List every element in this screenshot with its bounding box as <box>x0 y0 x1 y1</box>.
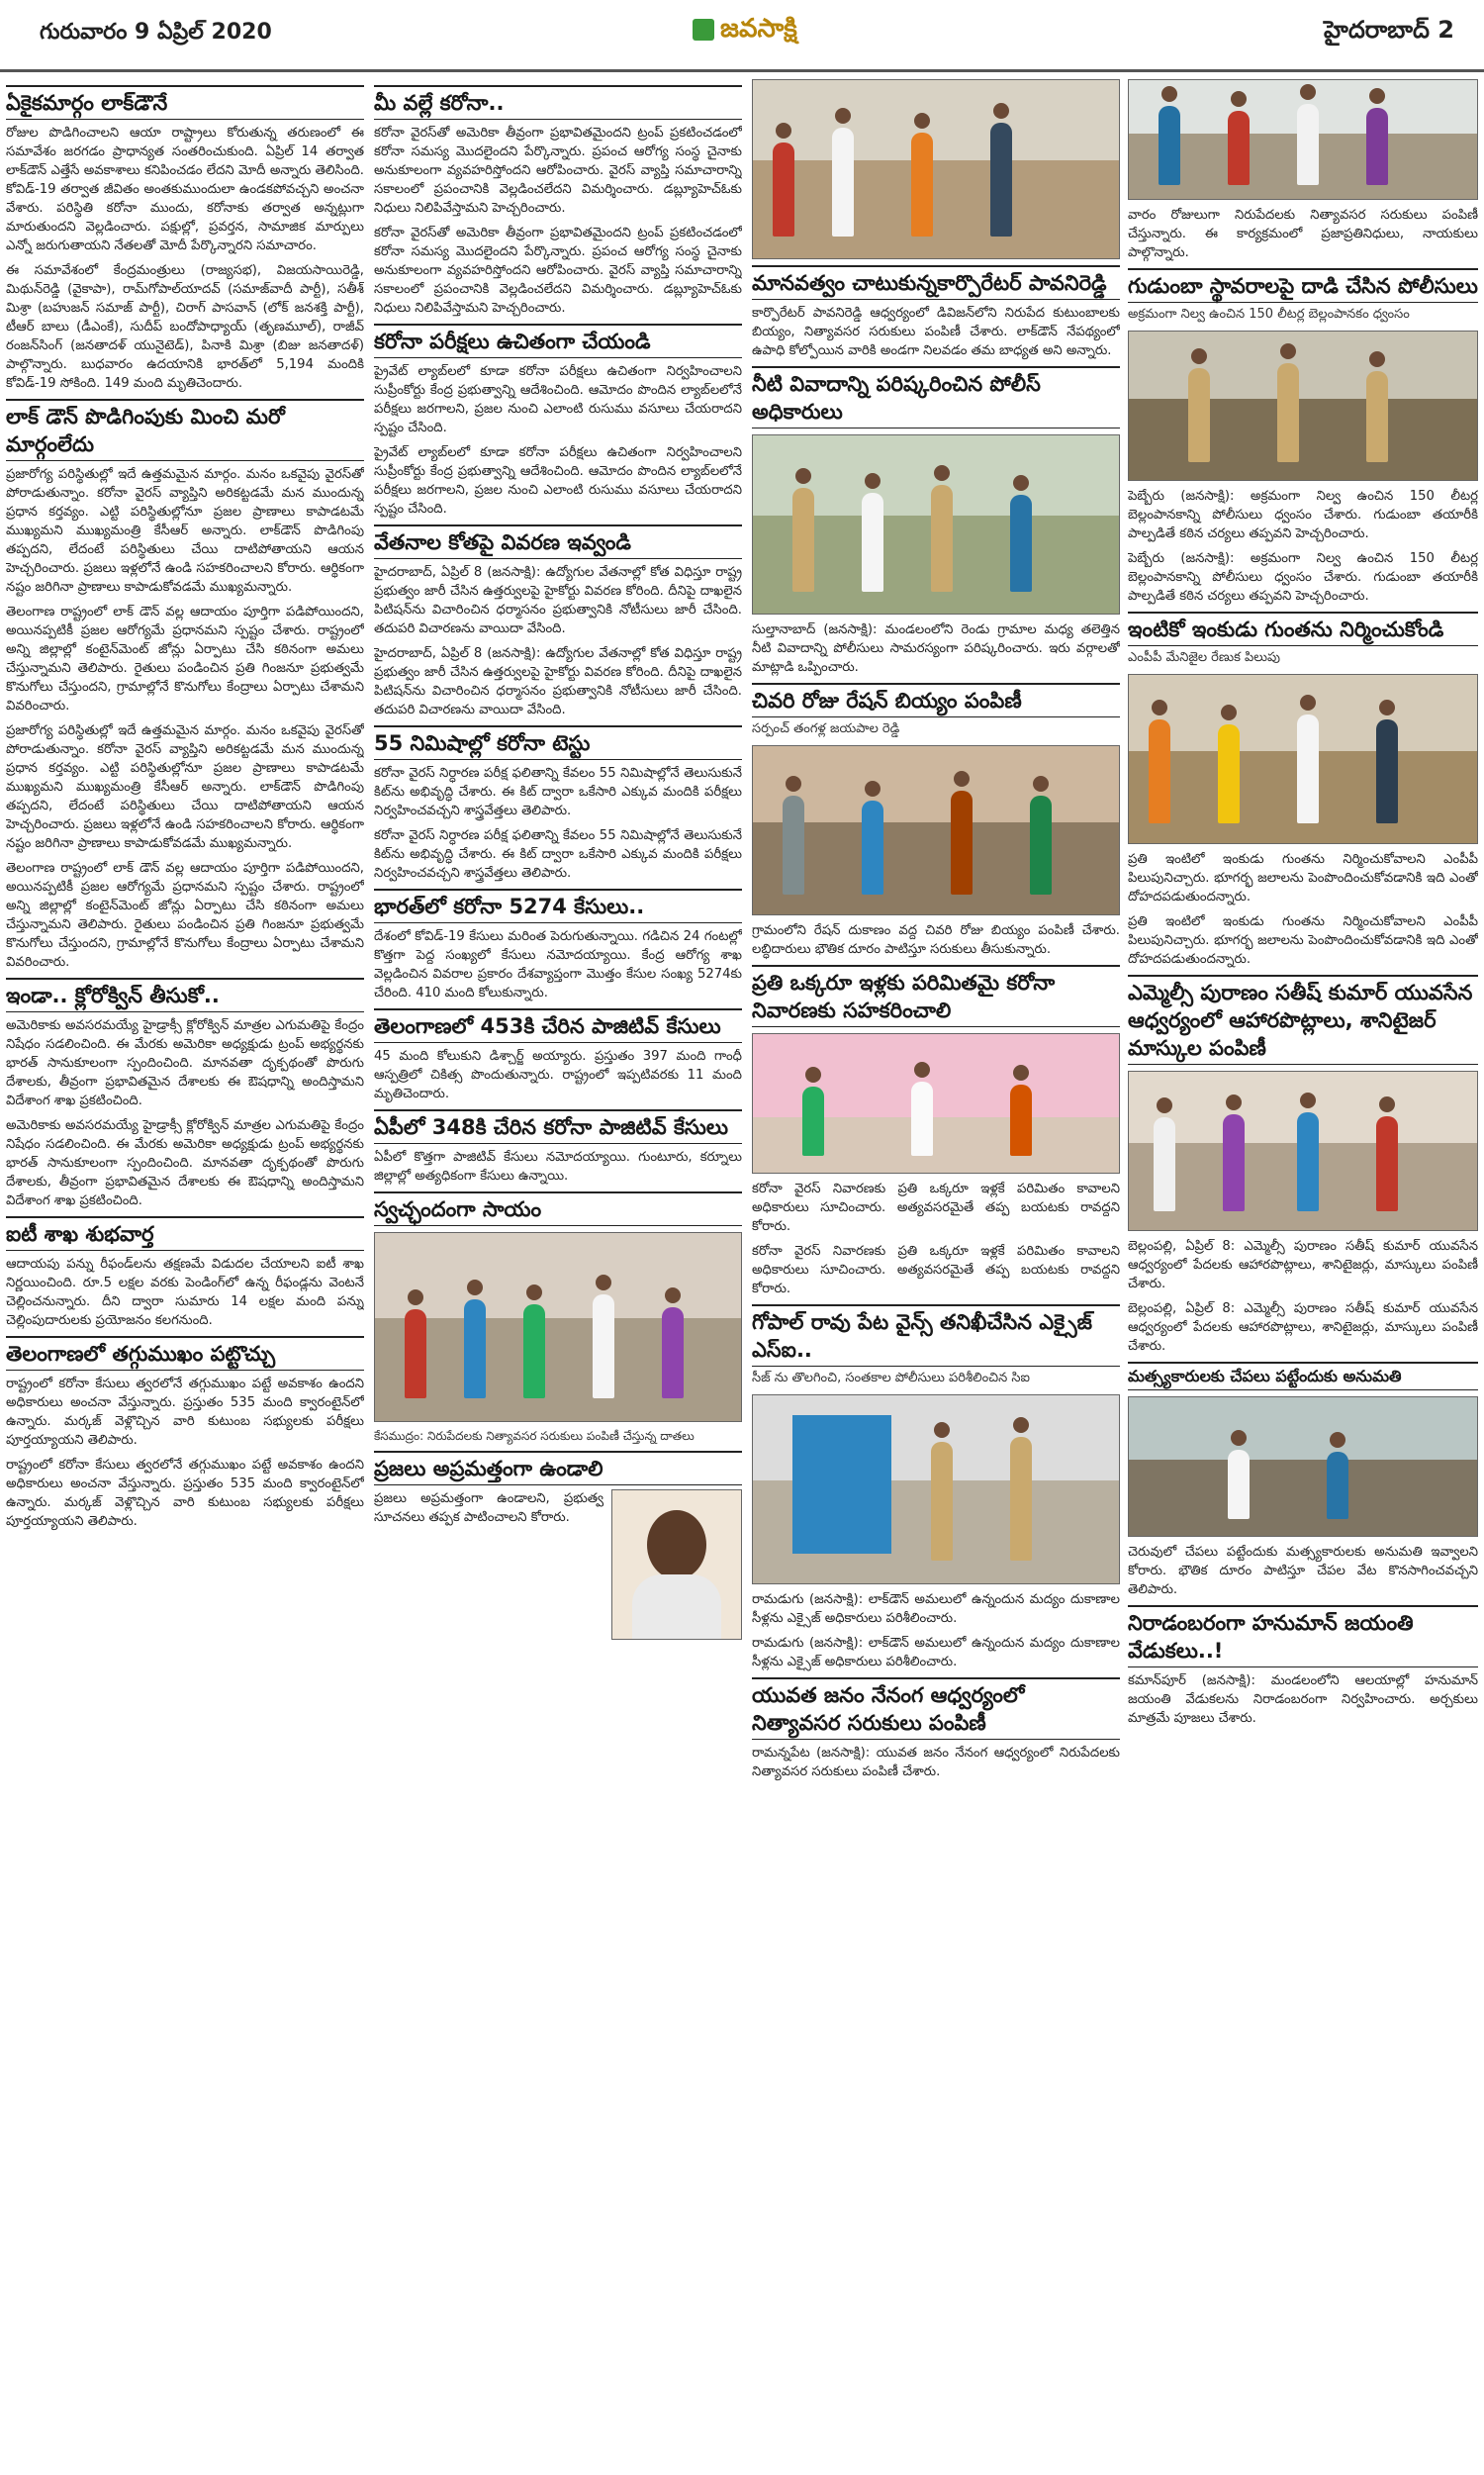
article-body: కరోనా వైరస్ నివారణకు ప్రతి ఒక్కరూ ఇళ్లకే పరిమితం కావాలని అధికారులు సూచించారు. అత్యవసరమైతే తప్ప బయటకు రావద్దని కోరారు. <box>752 1244 1120 1296</box>
article-body: ఏపీలో కొత్తగా పాజిటివ్ కేసులు నమోదయ్యాయి. గుంటూరు, కర్నూలు జిల్లాల్లో అత్యధికంగా కేసులు ఉన్నాయి. <box>374 1150 742 1184</box>
article-body: కమాన్‌పూర్ (జనసాక్షి): మండలంలోని ఆలయాల్లో హనుమాన్ జయంతి వేడుకలను నిరాడంబరంగా నిర్వహించారు. అర్చకులు మాత్రమే పూజలు చేశారు. <box>1128 1673 1478 1726</box>
article-body: బెల్లంపల్లి, ఏప్రిల్ 8: ఎమ్మెల్సీ పురాణం సతీష్ కుమార్ యువసేన ఆధ్వర్యంలో పేదలకు ఆహారపొట్లాలు, శానిటైజర్లు, మాస్కులు పంపిణీ చేశారు. <box>1128 1301 1478 1354</box>
column-1 <box>6 79 364 2464</box>
article-body: ప్రజారోగ్య పరిస్థితుల్లో ఇదే ఉత్తమమైన మార్గం. మనం ఒకవైపు వైరస్‌తో పోరాడుతున్నాం. కరోనా వైరస్ వ్యాప్తిని అరికట్టడమే మన ముందున్న ప్రధాన కర్తవ్యం. ఎట్టి పరిస్థితుల్లోనూ ప్రజల ప్రాణాలు కాపాడటమే ముఖ్యమని ముఖ్యమంత్రి కేసీఆర్ అన్నారు. లాక్‌డౌన్ పొడిగింపు తప్పదని, లేదంటే పరిస్థితులు చేయి దాటిపోతాయని ఆయన హెచ్చరించారు. ప్రజలు ఇళ్లలోనే ఉండి సహకరించాలని కోరారు. ఆర్థికంగా నష్టం జరిగినా ప్రాణాలు కాపాడుకోవడమే ముఖ్యమన్నారు. <box>6 467 364 595</box>
article-body: అమెరికాకు అవసరమయ్యే హైడ్రాక్సీ క్లోరోక్విన్ మాత్రల ఎగుమతిపై కేంద్రం నిషేధం సడలించింది. ఈ మేరకు అమెరికా అధ్యక్షుడు ట్రంప్ అభ్యర్థనకు భారత్ సానుకూలంగా స్పందించింది. మానవతా దృక్పథంతో పొరుగు దేశాలకు, తీవ్రంగా ప్రభావితమైన దేశాలకు ఈ ఔషధాన్ని అందిస్తామని విదేశాంగ శాఖ ప్రకటించింది. <box>6 1118 364 1208</box>
headline: లాక్ డౌన్ పొడిగింపుకు మించి మరో మార్గంలేదు <box>6 399 364 461</box>
headline: చివరి రోజు రేషన్ బియ్యం పంపిణీ <box>752 683 1120 717</box>
article-body: ప్రజారోగ్య పరిస్థితుల్లో ఇదే ఉత్తమమైన మార్గం. మనం ఒకవైపు వైరస్‌తో పోరాడుతున్నాం. కరోనా వైరస్ వ్యాప్తిని అరికట్టడమే మన ముందున్న ప్రధాన కర్తవ్యం. ఎట్టి పరిస్థితుల్లోనూ ప్రజల ప్రాణాలు కాపాడటమే ముఖ్యమని ముఖ్యమంత్రి కేసీఆర్ అన్నారు. లాక్‌డౌన్ పొడిగింపు తప్పదని, లేదంటే పరిస్థితులు చేయి దాటిపోతాయని ఆయన హెచ్చరించారు. ప్రజలు ఇళ్లలోనే ఉండి సహకరించాలని కోరారు. ఆర్థికంగా నష్టం జరిగినా ప్రాణాలు కాపాడుకోవడమే ముఖ్యమన్నారు. <box>6 723 364 851</box>
headline: తెలంగాణలో తగ్గుముఖం పట్టొచ్చు <box>6 1336 364 1371</box>
article-body: రాష్ట్రంలో కరోనా కేసులు త్వరలోనే తగ్గుముఖం పట్టే అవకాశం ఉందని అధికారులు అంచనా వేస్తున్నారు. ప్రస్తుతం 535 మంది క్వారంటైన్‌లో ఉన్నారు. మర్కజ్ వెళ్లొచ్చిన వారి కుటుంబ సభ్యులకు పరీక్షలు పూర్తయ్యాయని తెలిపారు. <box>6 1458 364 1529</box>
article-body: కరోనా వైరస్ నిర్ధారణ పరీక్ష ఫలితాన్ని కేవలం 55 నిమిషాల్లోనే తెలుసుకునే కిట్‌ను అభివృద్ధి చేశారు. ఈ కిట్ ద్వారా ఒకేసారి ఎక్కువ మందికి పరీక్షలు నిర్వహించవచ్చని శాస్త్రవేత్తలు తెలిపారు. <box>374 766 742 818</box>
article-body: రామన్నపేట (జనసాక్షి): యువత జనం నేనంగ ఆధ్వర్యంలో నిరుపేదలకు నిత్యావసర సరుకులు పంపిణీ చేశారు. <box>752 1746 1120 1779</box>
headline: మానవత్వం చాటుకున్నకార్పొరేటర్ పావనిరెడ్డి <box>752 265 1120 300</box>
article-body: ఆదాయపు పన్ను రీఫండ్‌లను తక్షణమే విడుదల చేయాలని ఐటీ శాఖ నిర్ణయించింది. రూ.5 లక్షల వరకు పెండింగ్‌లో ఉన్న రీఫండ్లను వెంటనే చెల్లించనున్నారు. దీని ద్వారా సుమారు 14 లక్షల మంది పన్ను చెల్లింపుదారులకు ప్రయోజనం కలగనుంది. <box>6 1257 364 1328</box>
headline: భారత్‌లో కరోనా 5274 కేసులు.. <box>374 889 742 923</box>
news-photo <box>752 745 1120 915</box>
news-photo <box>752 1394 1120 1584</box>
news-photo <box>1128 1071 1478 1231</box>
headline: మీ వల్లే కరోనా.. <box>374 85 742 120</box>
logo-icon <box>693 19 714 41</box>
headline: గుడుంబా స్థావరాలపై దాడి చేసిన పోలీసులు <box>1128 268 1478 303</box>
city-page <box>1324 16 1454 49</box>
city-name: హైదరాబాద్ <box>1324 16 1430 44</box>
headline: ఇండా.. క్లోరోక్విన్ తీసుకో.. <box>6 978 364 1012</box>
masthead <box>0 0 1484 72</box>
headline: కరోనా పరీక్షలు ఉచితంగా చేయండి <box>374 324 742 358</box>
column-4 <box>1128 79 1478 2464</box>
news-photo <box>374 1232 742 1422</box>
headline: యువత జనం నేనంగ ఆధ్వర్యంలో నిత్యావసర సరుకులు పంపిణీ <box>752 1677 1120 1740</box>
article-body: 45 మంది కోలుకుని డిశ్చార్జ్ అయ్యారు. ప్రస్తుతం 397 మంది గాంధీ ఆస్పత్రిలో చికిత్స పొందుతున్నారు. రాష్ట్రంలో ఇప్పటివరకు 11 మంది మృతిచెందారు. <box>374 1049 742 1101</box>
article-body: దేశంలో కోవిడ్-19 కేసులు మరింత పెరుగుతున్నాయి. గడిచిన 24 గంటల్లో కొత్తగా పెద్ద సంఖ్యలో కేసులు నమోదయ్యాయి. కేంద్ర ఆరోగ్య శాఖ వెల్లడించిన వివరాల ప్రకారం దేశవ్యాప్తంగా మొత్తం కేసుల సంఖ్య 5274కు చేరింది. 410 మంది కోలుకున్నారు. <box>374 929 742 1000</box>
article-body: ప్రైవేట్ ల్యాబ్‌లలో కూడా కరోనా పరీక్షలు ఉచితంగా నిర్వహించాలని సుప్రీంకోర్టు కేంద్ర ప్రభుత్వాన్ని ఆదేశించింది. ఆమోదం పొందిన ల్యాబ్‌లలోనే పరీక్షలు జరగాలని, ప్రజల నుంచి ఎలాంటి రుసుము వసూలు చేయరాదని స్పష్టం చేసింది. <box>374 445 742 517</box>
article-body: పెబ్బేరు (జనసాక్షి): అక్రమంగా నిల్వ ఉంచిన 150 లీటర్ల బెల్లంపానకాన్ని పోలీసులు ధ్వంసం చేశారు. గుడుంబా తయారీకి పాల్పడితే కఠిన చర్యలు తప్పవని హెచ్చరించారు. <box>1128 551 1478 604</box>
article-body: ప్రజలు అప్రమత్తంగా ఉండాలని, ప్రభుత్వ సూచనలు తప్పక పాటించాలని కోరారు. <box>374 1491 603 1525</box>
headline: ప్రతి ఒక్కరూ ఇళ్లకు పరిమితమై కరోనా నివారణకు సహకరించాలి <box>752 965 1120 1027</box>
article-body: ప్రైవేట్ ల్యాబ్‌లలో కూడా కరోనా పరీక్షలు ఉచితంగా నిర్వహించాలని సుప్రీంకోర్టు కేంద్ర ప్రభుత్వాన్ని ఆదేశించింది. ఆమోదం పొందిన ల్యాబ్‌లలోనే పరీక్షలు జరగాలని, ప్రజల నుంచి ఎలాంటి రుసుము వసూలు చేయరాదని స్పష్టం చేసింది. <box>374 364 742 435</box>
headline: నిరాడంబరంగా హనుమాన్ జయంతి వేడుకలు..! <box>1128 1605 1478 1667</box>
page-number: 2 <box>1438 16 1454 44</box>
headline: 55 నిమిషాల్లో కరోనా టెస్టు <box>374 725 742 760</box>
photo-caption: కేసముద్రం: నిరుపేదలకు నిత్యావసర సరుకులు పంపిణీ చేస్తున్న దాతలు <box>374 1429 695 1443</box>
article-body: చెరువులో చేపలు పట్టేందుకు మత్స్యకారులకు అనుమతి ఇవ్వాలని కోరారు. భౌతిక దూరం పాటిస్తూ చేపల వేట కొనసాగించవచ్చని తెలిపారు. <box>1128 1545 1478 1597</box>
article-body: ప్రతి ఇంటిలో ఇంకుడు గుంతను నిర్మించుకోవాలని ఎంపీపీ పిలుపునిచ్చారు. భూగర్భ జలాలను పెంపొందించుకోవడానికి ఇది ఎంతో దోహదపడుతుందన్నారు. <box>1128 852 1478 904</box>
subheadline: సీజ్ ను తొలగించి, సంతకాల పోలీసులు పరిశీలించిన సిఐ <box>752 1371 1030 1385</box>
issue-date: గురువారం 9 ఏప్రిల్ 2020 <box>40 20 272 45</box>
column-3 <box>752 79 1120 2464</box>
article-body: ప్రతి ఇంటిలో ఇంకుడు గుంతను నిర్మించుకోవాలని ఎంపీపీ పిలుపునిచ్చారు. భూగర్భ జలాలను పెంపొందించుకోవడానికి ఇది ఎంతో దోహదపడుతుందన్నారు. <box>1128 914 1478 967</box>
subheadline: ఎంపీపీ మేనిజైల రేణుక పిలుపు <box>1128 650 1280 665</box>
article-body: రాష్ట్రంలో కరోనా కేసులు త్వరలోనే తగ్గుముఖం పట్టే అవకాశం ఉందని అధికారులు అంచనా వేస్తున్నారు. ప్రస్తుతం 535 మంది క్వారంటైన్‌లో ఉన్నారు. మర్కజ్ వెళ్లొచ్చిన వారి కుటుంబ సభ్యులకు పరీక్షలు పూర్తయ్యాయని తెలిపారు. <box>6 1377 364 1448</box>
portrait-photo <box>611 1489 742 1640</box>
article-body: ఈ సమావేశంలో కేంద్రమంత్రులు (రాజ్యసభ), విజయసాయిరెడ్డి, మిథున్‌రెడ్డి (వైకాపా), రామ్‌గోపాల్‌యాదవ్ (సమాజ్‌వాదీ పార్టీ), సతీశ్ మిశ్రా (బహుజన్ సమాజ్ పార్టీ), చిరాగ్ పాసవాన్ (లోక్ జనశక్తి పార్టీ), టీఆర్ బాలు (డీఎంకే), సుదీప్ బందోపాధ్యాయ్ (తృణమూల్), రాజీవ్ రంజన్‌సింగ్ (జనతాదళ్ యునైటెడ్), పినాకి మిశ్రా (బిజు జనతాదళ్) పాల్గొన్నారు. బుధవారం ఉదయానికి భారత్‌లో 5,194 మందికి కోవిడ్-19 సోకింది. 149 మంది మృతిచెందారు. <box>6 263 364 391</box>
article-body: గ్రామంలోని రేషన్ దుకాణం వద్ద చివరి రోజు బియ్యం పంపిణీ చేశారు. లబ్ధిదారులు భౌతిక దూరం పాటిస్తూ సరుకులు తీసుకున్నారు. <box>752 923 1120 957</box>
article-body: రామడుగు (జనసాక్షి): లాక్‌డౌన్ అమలులో ఉన్నందున మద్యం దుకాణాల సీళ్లను ఎక్సైజ్ అధికారులు పరిశీలించారు. <box>752 1636 1120 1669</box>
headline: గోపాల్ రావు పేట వైన్స్ తనిఖీచేసిన ఎక్సైజ్ ఎస్ఐ.. <box>752 1304 1120 1367</box>
subheadline: సర్పంచ్ తంగళ్ల జయపాల రెడ్డి <box>752 721 900 736</box>
news-photo <box>752 79 1120 259</box>
news-photo <box>752 434 1120 615</box>
paper-logo <box>693 14 797 49</box>
news-photo <box>1128 1396 1478 1537</box>
article-body: అమెరికాకు అవసరమయ్యే హైడ్రాక్సీ క్లోరోక్విన్ మాత్రల ఎగుమతిపై కేంద్రం నిషేధం సడలించింది. ఈ మేరకు అమెరికా అధ్యక్షుడు ట్రంప్ అభ్యర్థనకు భారత్ సానుకూలంగా స్పందించింది. మానవతా దృక్పథంతో పొరుగు దేశాలకు, తీవ్రంగా ప్రభావితమైన దేశాలకు ఈ ఔషధాన్ని అందిస్తామని విదేశాంగ శాఖ ప్రకటించింది. <box>6 1018 364 1108</box>
article-body: వారం రోజులుగా నిరుపేదలకు నిత్యావసర సరుకులు పంపిణీ చేస్తున్నారు. ఈ కార్యక్రమంలో ప్రజాప్రతినిధులు, నాయకులు పాల్గొన్నారు. <box>1128 208 1478 260</box>
news-photo <box>1128 79 1478 200</box>
headline: ప్రజలు అప్రమత్తంగా ఉండాలి <box>374 1451 742 1485</box>
article-body: హైదరాబాద్, ఏప్రిల్ 8 (జనసాక్షి): ఉద్యోగుల వేతనాల్లో కోత విధిస్తూ రాష్ట్ర ప్రభుత్వం జారీ చేసిన ఉత్తర్వులపై హైకోర్టు వివరణ కోరింది. దీనిపై దాఖలైన పిటిషన్‌ను విచారించిన ధర్మాసనం ప్రభుత్వానికి నోటీసులు జారీ చేసింది. తదుపరి విచారణను వాయిదా వేసింది. <box>374 565 742 636</box>
news-photo <box>1128 331 1478 481</box>
headline: ఐటీ శాఖ శుభవార్త <box>6 1216 364 1251</box>
article-body: కరోనా వైరస్‌తో అమెరికా తీవ్రంగా ప్రభావితమైందని ట్రంప్ ప్రకటించడంలో కరోనా సమస్య మొదలైందని పేర్కొన్నారు. ప్రపంచ ఆరోగ్య సంస్థ చైనాకు అనుకూలంగా వ్యవహరిస్తోందని ఆరోపించారు. వైరస్ వ్యాప్తి సమాచారాన్ని సకాలంలో ప్రపంచానికి వెల్లడించలేదని విమర్శించారు. డబ్ల్యూహెచ్‌ఓకు నిధులు నిలిపివేస్తామని హెచ్చరించారు. <box>374 226 742 316</box>
portrait-block <box>374 1489 742 1640</box>
article-body: రామడుగు (జనసాక్షి): లాక్‌డౌన్ అమలులో ఉన్నందున మద్యం దుకాణాల సీళ్లను ఎక్సైజ్ అధికారులు పరిశీలించారు. <box>752 1592 1120 1626</box>
subheadline: అక్రమంగా నిల్వ ఉంచిన 150 లీటర్ల బెల్లంపానకం ధ్వంసం <box>1128 307 1410 322</box>
article-body: హైదరాబాద్, ఏప్రిల్ 8 (జనసాక్షి): ఉద్యోగుల వేతనాల్లో కోత విధిస్తూ రాష్ట్ర ప్రభుత్వం జారీ చేసిన ఉత్తర్వులపై హైకోర్టు వివరణ కోరింది. దీనిపై దాఖలైన పిటిషన్‌ను విచారించిన ధర్మాసనం ప్రభుత్వానికి నోటీసులు జారీ చేసింది. తదుపరి విచారణను వాయిదా వేసింది. <box>374 646 742 717</box>
article-body: కార్పొరేటర్ పావనిరెడ్డి ఆధ్వర్యంలో డివిజన్‌లోని నిరుపేద కుటుంబాలకు బియ్యం, నిత్యావసర సరుకులు పంపిణీ చేశారు. లాక్‌డౌన్ నేపథ్యంలో ఉపాధి కోల్పోయిన వారికి అండగా నిలవడం తమ బాధ్యత అని అన్నారు. <box>752 306 1120 358</box>
article-body: రోజుల పొడిగించాలని ఆయా రాష్ట్రాలు కోరుతున్న తరుణంలో ఈ సమావేశం జరగడం ప్రాధాన్యత సంతరించుకుంది. ఏప్రిల్ 14 తర్వాత లాక్‌డౌన్ ఎత్తేసే అవకాశాలు కనిపించడం లేదని మోదీ అన్నారు తెలిసింది. కోవిడ్-19 తర్వాత జీవితం అంతకుముందులా ఉండకపోవచ్చని అంచనా వేశారు. పరిస్థితి కరోనా ముందు, కరోనాకు తర్వాత అన్నట్లుగా మారుతుందని వెల్లడించారు. పక్షుల్లో, ప్రవర్తన, సామాజిక మార్పులు ఎన్నో జరుగుతాయని నేతలతో మోదీ పేర్కొన్నారని సమాచారం. <box>6 126 364 253</box>
headline: ఏపీలో 348కి చేరిన కరోనా పాజిటివ్ కేసులు <box>374 1109 742 1144</box>
article-body: సుల్తానాబాద్ (జనసాక్షి): మండలంలోని రెండు గ్రామాల మధ్య తలెత్తిన నీటి వివాదాన్ని పోలీసులు సామరస్యంగా పరిష్కరించారు. ఇరు వర్గాలతో మాట్లాడి ఒప్పించారు. <box>752 622 1120 675</box>
headline: ఏకైకమార్గం లాక్‌డౌనే <box>6 85 364 120</box>
article-body: తెలంగాణ రాష్ట్రంలో లాక్ డౌన్ వల్ల ఆదాయం పూర్తిగా పడిపోయిందని, అయినప్పటికీ ప్రజల ఆరోగ్యమే ప్రధానమని స్పష్టం చేశారు. రాష్ట్రంలో అన్ని జిల్లాల్లో కంటైన్‌మెంట్ జోన్లు ఏర్పాటు చేసి కఠినంగా అమలు చేస్తున్నామని తెలిపారు. రైతులు పండించిన ప్రతి గింజనూ ప్రభుత్వమే కొనుగోలు చేస్తుందని, గ్రామాల్లోనే కొనుగోలు కేంద్రాలు ఏర్పాటు చేశామని వివరించారు. <box>6 605 364 714</box>
article-body: కరోనా వైరస్‌తో అమెరికా తీవ్రంగా ప్రభావితమైందని ట్రంప్ ప్రకటించడంలో కరోనా సమస్య మొదలైందని పేర్కొన్నారు. ప్రపంచ ఆరోగ్య సంస్థ చైనాకు అనుకూలంగా వ్యవహరిస్తోందని ఆరోపించారు. వైరస్ వ్యాప్తి సమాచారాన్ని సకాలంలో ప్రపంచానికి వెల్లడించలేదని విమర్శించారు. డబ్ల్యూహెచ్‌ఓకు నిధులు నిలిపివేస్తామని హెచ్చరించారు. <box>374 126 742 216</box>
headline: ఇంటికో ఇంకుడు గుంతను నిర్మించుకోండి <box>1128 612 1478 646</box>
column-2 <box>374 79 742 2464</box>
article-body: బెల్లంపల్లి, ఏప్రిల్ 8: ఎమ్మెల్సీ పురాణం సతీష్ కుమార్ యువసేన ఆధ్వర్యంలో పేదలకు ఆహారపొట్లాలు, శానిటైజర్లు, మాస్కులు పంపిణీ చేశారు. <box>1128 1239 1478 1291</box>
headline: తెలంగాణలో 453కి చేరిన పాజిటివ్ కేసులు <box>374 1008 742 1043</box>
headline: నీటి వివాదాన్ని పరిష్కరించిన పోలీస్ అధికారులు <box>752 366 1120 428</box>
article-body: కరోనా వైరస్ నివారణకు ప్రతి ఒక్కరూ ఇళ్లకే పరిమితం కావాలని అధికారులు సూచించారు. అత్యవసరమైతే తప్ప బయటకు రావద్దని కోరారు. <box>752 1182 1120 1234</box>
paper-name: జవసాక్షి <box>720 14 797 44</box>
article-body: కరోనా వైరస్ నిర్ధారణ పరీక్ష ఫలితాన్ని కేవలం 55 నిమిషాల్లోనే తెలుసుకునే కిట్‌ను అభివృద్ధి చేశారు. ఈ కిట్ ద్వారా ఒకేసారి ఎక్కువ మందికి పరీక్షలు నిర్వహించవచ్చని శాస్త్రవేత్తలు తెలిపారు. <box>374 828 742 881</box>
article-body: తెలంగాణ రాష్ట్రంలో లాక్ డౌన్ వల్ల ఆదాయం పూర్తిగా పడిపోయిందని, అయినప్పటికీ ప్రజల ఆరోగ్యమే ప్రధానమని స్పష్టం చేశారు. రాష్ట్రంలో అన్ని జిల్లాల్లో కంటైన్‌మెంట్ జోన్లు ఏర్పాటు చేసి కఠినంగా అమలు చేస్తున్నామని తెలిపారు. రైతులు పండించిన ప్రతి గింజనూ ప్రభుత్వమే కొనుగోలు చేస్తుందని, గ్రామాల్లోనే కొనుగోలు కేంద్రాలు ఏర్పాటు చేశామని వివరించారు. <box>6 861 364 970</box>
headline: ఎమ్మెల్సీ పురాణం సతీష్ కుమార్ యువసేన ఆధ్వర్యంలో ఆహారపొట్లాలు, శానిటైజర్ మాస్కుల పంపిణీ <box>1128 975 1478 1065</box>
news-photo <box>752 1033 1120 1174</box>
article-body: పెబ్బేరు (జనసాక్షి): అక్రమంగా నిల్వ ఉంచిన 150 లీటర్ల బెల్లంపానకాన్ని పోలీసులు ధ్వంసం చేశారు. గుడుంబా తయారీకి పాల్పడితే కఠిన చర్యలు తప్పవని హెచ్చరించారు. <box>1128 489 1478 541</box>
headline: స్వచ్ఛందంగా సాయం <box>374 1191 742 1226</box>
headline: మత్స్యకారులకు చేపలు పట్టేందుకు అనుమతి <box>1128 1362 1478 1390</box>
headline: వేతనాల కోతపై వివరణ ఇవ్వండి <box>374 524 742 559</box>
news-photo <box>1128 674 1478 844</box>
